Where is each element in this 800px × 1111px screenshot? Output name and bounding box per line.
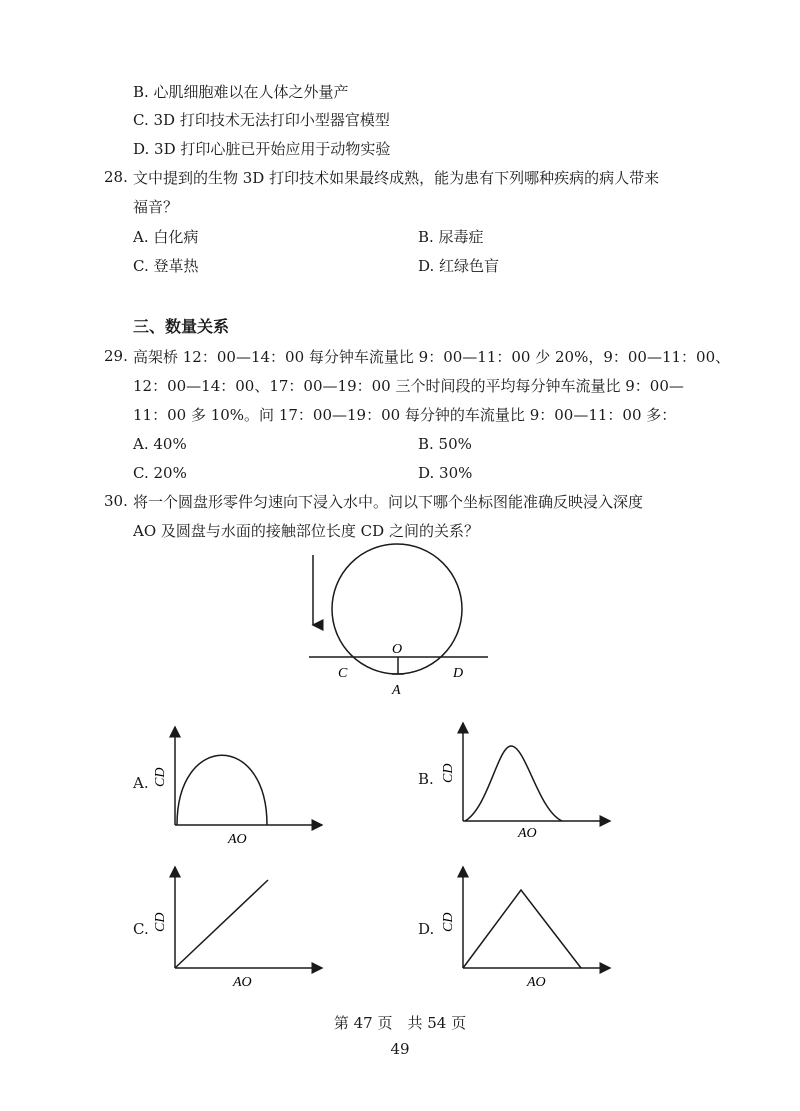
section-title: 三、数量关系 (133, 317, 230, 336)
q28-stem-line2: 福音？ (133, 198, 179, 216)
graph-d (438, 862, 618, 992)
graph-b-y-label: CD (441, 763, 456, 783)
q29-option-d: D. 30% (418, 464, 473, 482)
graph-a-y-label: CD (153, 767, 168, 787)
q29-number: 29. (104, 347, 128, 365)
q30-line2: AO 及圆盘与水面的接触部位长度 CD 之间的关系？ (133, 522, 479, 540)
graph-c-y-label: CD (153, 912, 168, 932)
graph-a-curve (177, 755, 267, 825)
footer-page-info: 第 47 页 共 54 页 (333, 1014, 467, 1032)
q27-option-c: C. 3D 打印技术无法打印小型器官模型 (133, 111, 390, 129)
q28-option-d: D. 红绿色盲 (418, 257, 500, 275)
label-o: O (392, 642, 403, 657)
graph-d-label: D. (418, 920, 435, 938)
graph-a-label: A. (133, 774, 149, 792)
graph-a (150, 722, 330, 847)
graph-d-triangle (463, 890, 581, 968)
q29-option-b: B. 50% (418, 435, 472, 453)
q28-number: 28. (104, 168, 128, 186)
graph-d-x-label: AO (527, 975, 546, 990)
graph-c (150, 862, 330, 992)
q29-line3: 11：00 多 10%。问 17：00—19：00 每分钟的车流量比 9：00—11：00 多： (133, 406, 677, 424)
graph-b-x-label: AO (518, 826, 537, 841)
q29-line1: 高架桥 12：00—14：00 每分钟车流量比 9：00—11：00 少 20%，9：00—11：00、 (133, 348, 731, 366)
q28-option-a: A. 白化病 (133, 228, 199, 246)
graph-b-curve (465, 746, 562, 821)
label-a: A (392, 683, 401, 698)
q28-option-c: C. 登革热 (133, 257, 199, 275)
label-c: C (338, 666, 348, 681)
q30-number: 30. (104, 492, 128, 510)
q29-option-c: C. 20% (133, 464, 187, 482)
q28-option-b: B. 尿毒症 (418, 228, 484, 246)
graph-c-x-label: AO (233, 975, 252, 990)
graph-a-x-label: AO (228, 832, 247, 847)
graph-c-label: C. (133, 920, 149, 938)
q28-stem-line1: 文中提到的生物 3D 打印技术如果最终成熟，能为患有下列哪种疾病的病人带来 (133, 169, 660, 187)
q27-option-d: D. 3D 打印心脏已开始应用于动物实验 (133, 140, 391, 158)
q29-option-a: A. 40% (133, 435, 187, 453)
graph-d-y-label: CD (441, 912, 456, 932)
q29-line2: 12：00—14：00、17：00—19：00 三个时间段的平均每分钟车流量比 9：00— (133, 377, 684, 395)
graph-b-label: B. (418, 770, 434, 788)
q30-line1: 将一个圆盘形零件匀速向下浸入水中。问以下哪个坐标图能准确反映浸入深度 (133, 493, 644, 511)
footer-page-number: 49 (390, 1040, 410, 1058)
graph-b (438, 718, 618, 841)
q27-option-b: B. 心肌细胞难以在人体之外量产 (133, 83, 349, 101)
label-d: D (453, 666, 464, 681)
graph-c-line (175, 880, 268, 968)
